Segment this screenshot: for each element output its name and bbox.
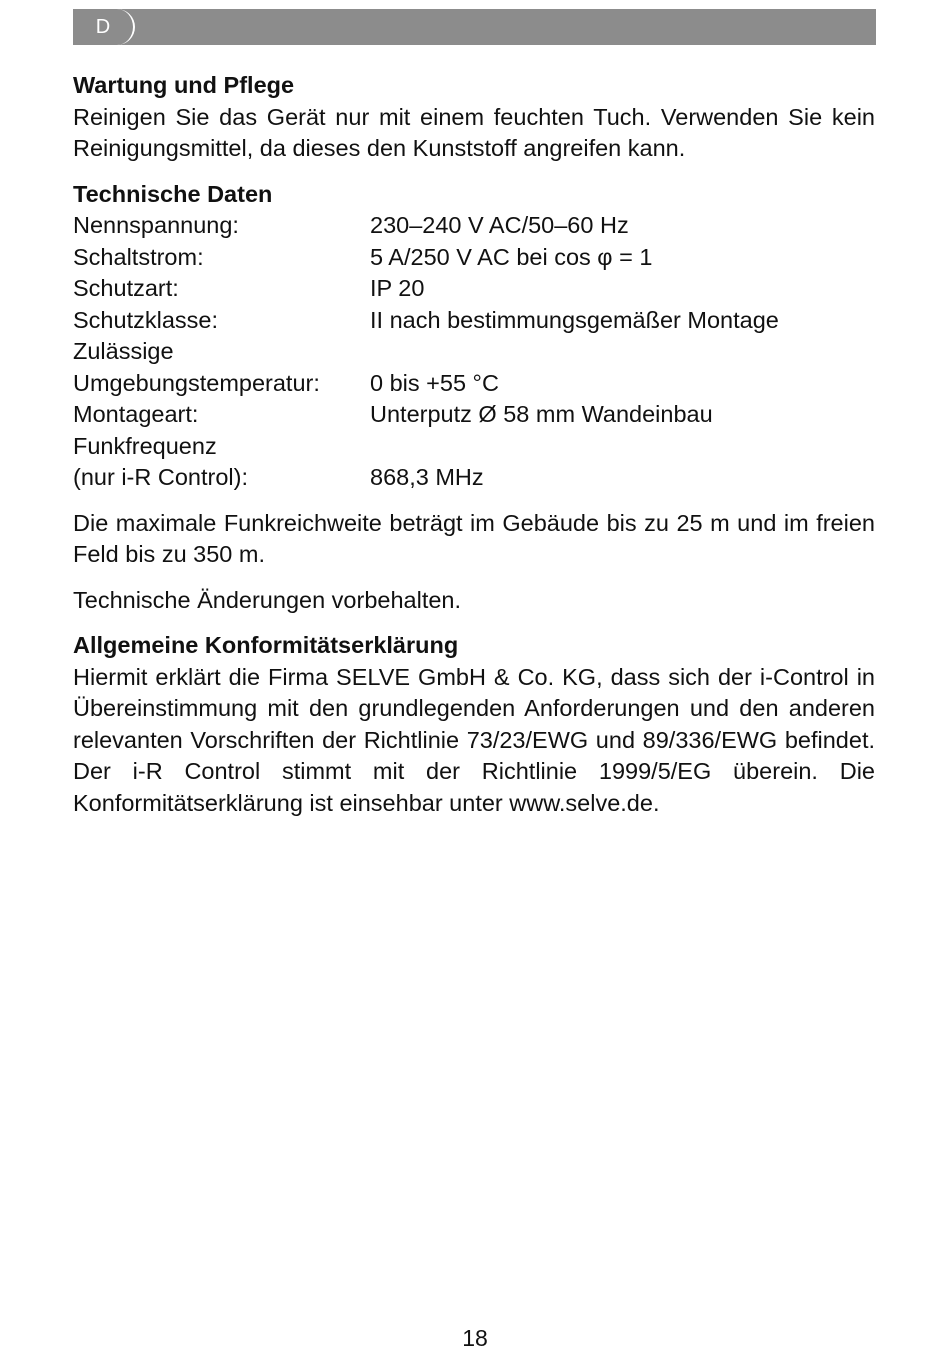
spec-label: Schaltstrom:: [73, 243, 204, 270]
maintenance-heading: Wartung und Pflege: [73, 72, 295, 98]
spec-row: [73, 210, 875, 242]
spec-value: IP 20: [370, 275, 425, 301]
changes-text: Technische Änderungen vorbehalten.: [73, 586, 462, 613]
range-text: Die maximale Funkreichweite beträgt im Gebäude bis zu 25 m und im freien Feld bis zu 350 m.: [73, 509, 875, 567]
spec-value: II nach bestimmungsgemäßer Montage: [370, 306, 779, 333]
spec-row: [73, 399, 875, 431]
spec-label: Montageart:: [73, 401, 199, 427]
spec-value: Unterputz Ø 58 mm Wandeinbau: [370, 401, 713, 427]
spec-value: [370, 431, 875, 463]
spec-label: (nur i-R Control):: [73, 464, 248, 490]
maintenance-text: Reinigen Sie das Gerät nur mit einem feuchten Tuch. Verwenden Sie kein Reinigungsmittel, da dieses den Kunststoff angreifen kann.: [73, 103, 875, 161]
conformity-heading: Allgemeine Konformitätserklärung: [73, 632, 459, 658]
changes-section: [73, 585, 875, 617]
spec-label: Umgebungstemperatur:: [73, 369, 320, 396]
spec-value: 5 A/250 V AC bei cos φ = 1: [370, 243, 653, 270]
technical-heading: Technische Daten: [73, 180, 273, 207]
spec-row: [73, 431, 875, 463]
spec-label: Schutzklasse:: [73, 306, 218, 333]
technical-section: [73, 179, 875, 494]
header-bar: [73, 9, 876, 45]
spec-label: Zulässige: [73, 338, 174, 364]
spec-row: [73, 462, 875, 494]
spec-row: [73, 305, 875, 337]
maintenance-section: [73, 70, 875, 165]
spec-row: [73, 368, 875, 400]
spec-label: Funkfrequenz: [73, 432, 217, 459]
range-section: [73, 508, 875, 571]
spec-row: [73, 242, 875, 274]
conformity-text: Hiermit erklärt die Firma SELVE GmbH & Co. KG, dass sich der i-Control in Übereinstimmung mit den grundlegenden Anforderungen und den anderen relevanten Vorschriften der Richtlinie 73/23/EWG und 89/336/EWG befindet. Der i-R Control stimmt mit der Richtlinie 1999/5/EG überein. Die Konformitätserklärung ist einsehbar unter www.selve.de.: [73, 663, 875, 816]
spec-row: [73, 336, 875, 368]
spec-table: [73, 210, 875, 494]
spec-value: 868,3 MHz: [370, 464, 484, 490]
spec-value: 0 bis +55 °C: [370, 369, 499, 396]
spec-label: Nennspannung:: [73, 212, 239, 238]
spec-value: [370, 336, 875, 368]
spec-label: Schutzart:: [73, 275, 179, 301]
page-number: 18: [462, 1325, 488, 1351]
conformity-section: [73, 630, 875, 819]
language-tab: D: [73, 9, 135, 45]
spec-row: [73, 273, 875, 305]
page-content: [73, 70, 875, 833]
spec-value: 230–240 V AC/50–60 Hz: [370, 212, 629, 238]
